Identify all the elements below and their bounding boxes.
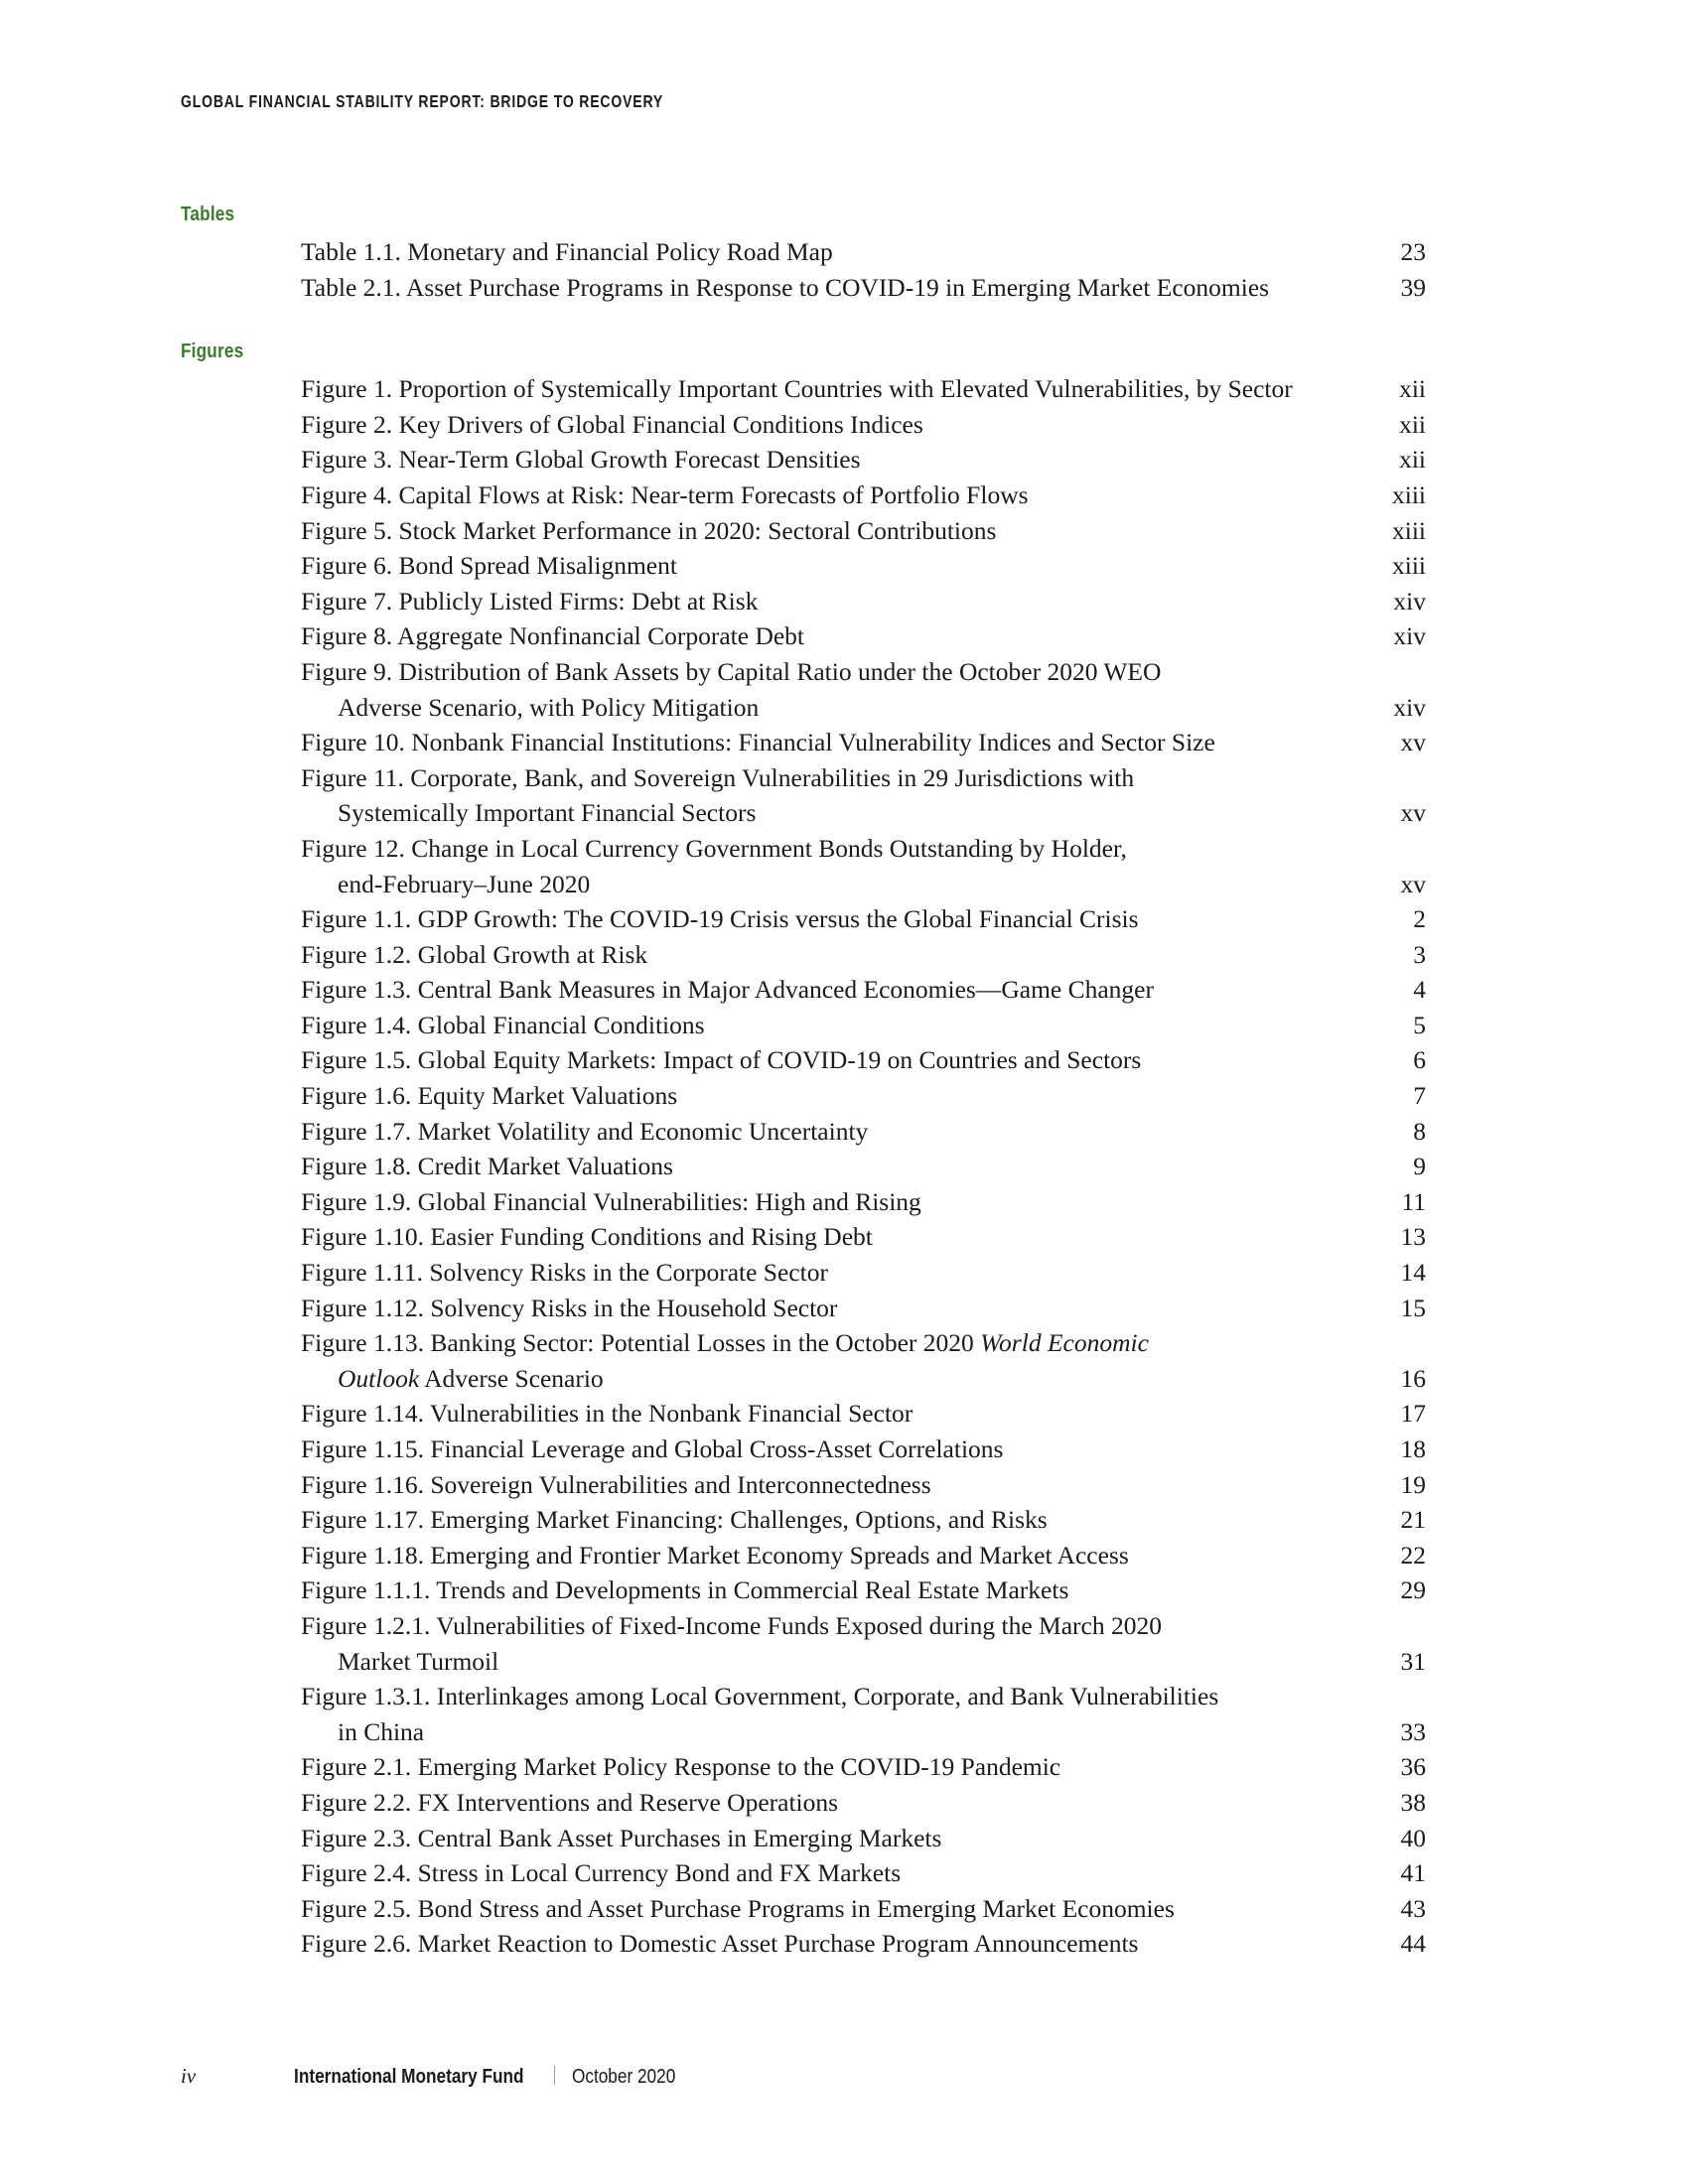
toc-entry[interactable] (301, 760, 1447, 831)
toc-page-number: 36 (1400, 1752, 1426, 1782)
toc-entry-title (301, 442, 1447, 478)
toc-entry-text: Figure 2.2. FX Interventions and Reserve Operations (301, 1787, 839, 1817)
toc-entry[interactable] (301, 1432, 1447, 1467)
toc-entry-title (301, 1219, 1447, 1255)
toc-page-number: 2 (1413, 904, 1426, 934)
toc-entry-title (301, 1538, 1447, 1573)
toc-page-number: 3 (1413, 939, 1426, 969)
toc-entry-text: Figure 2.5. Bond Stress and Asset Purchase Programs in Emerging Market Economies (301, 1893, 1175, 1923)
toc-entry-text: Figure 1.13. Banking Sector: Potential Losses in the October 2020 World Economic (301, 1328, 1149, 1358)
toc-entry[interactable] (301, 1749, 1447, 1785)
section-heading: Tables (181, 204, 235, 225)
toc-entry-text: Figure 1.1. GDP Growth: The COVID-19 Crisis versus the Global Financial Crisis (301, 904, 1139, 934)
toc-entry[interactable] (301, 1926, 1447, 1962)
toc-page-number: xii (1399, 374, 1426, 404)
toc-entry-title (301, 270, 1447, 306)
toc-page-number: 7 (1413, 1081, 1426, 1111)
toc-entry-text: Figure 1.2. Global Growth at Risk (301, 939, 648, 969)
toc-entry-text: Systemically Important Financial Sectors (338, 798, 757, 828)
toc-section (181, 204, 1447, 305)
footer-divider (554, 2066, 555, 2085)
toc-page-number: 19 (1400, 1469, 1426, 1499)
toc-entry[interactable] (301, 831, 1447, 901)
toc-entry-title (301, 654, 1447, 690)
toc-entry-title (301, 1149, 1447, 1184)
toc-entry-text: Figure 1.3.1. Interlinkages among Local Government, Corporate, and Bank Vulnerabilities (301, 1682, 1219, 1711)
toc-section (181, 341, 1447, 1962)
toc-entry-title (301, 1008, 1447, 1043)
toc-entry[interactable] (301, 1608, 1447, 1679)
toc-entry-text: Figure 8. Aggregate Nonfinancial Corporate Debt (301, 621, 805, 651)
toc-entry[interactable] (301, 1291, 1447, 1326)
toc-entry-title (301, 618, 1447, 654)
toc-entry-text: Figure 1.2.1. Vulnerabilities of Fixed-Income Funds Exposed during the March 2020 (301, 1610, 1162, 1640)
toc-entry[interactable] (301, 234, 1447, 270)
toc-entry[interactable] (301, 1325, 1447, 1396)
toc-entry-text: Figure 1.3. Central Bank Measures in Major Advanced Economies—Game Changer (301, 975, 1154, 1005)
toc-entry[interactable] (301, 901, 1447, 937)
toc-entry-text: Figure 1.15. Financial Leverage and Global Cross-Asset Correlations (301, 1434, 1004, 1463)
toc-page-number: 38 (1400, 1787, 1426, 1817)
toc-page-number: xv (1400, 798, 1426, 828)
toc-page-number: 17 (1400, 1399, 1426, 1429)
toc-page-number: 5 (1413, 1010, 1426, 1039)
toc-entry-text: Figure 4. Capital Flows at Risk: Near-term Forecasts of Portfolio Flows (301, 479, 1029, 509)
toc-entry-text: Figure 1.18. Emerging and Frontier Market Economy Spreads and Market Access (301, 1540, 1129, 1570)
toc-entry[interactable] (301, 654, 1447, 725)
toc-page-number: 29 (1400, 1575, 1426, 1605)
toc-page-number: xiv (1393, 586, 1426, 615)
toc-entry-text: Figure 2.4. Stress in Local Currency Bond and FX Markets (301, 1858, 902, 1888)
toc-page-number: 23 (1400, 237, 1426, 266)
toc-entry-title (301, 407, 1447, 443)
toc-entry[interactable] (301, 1785, 1447, 1821)
toc-entry-title (301, 972, 1447, 1008)
toc-entry[interactable] (301, 1255, 1447, 1291)
toc-entry-title-continuation (301, 1644, 1447, 1680)
toc-entry-text: Adverse Scenario, with Policy Mitigation (338, 692, 760, 722)
toc-entry-title (301, 831, 1447, 867)
toc-entry-title (301, 1855, 1447, 1891)
toc-entry-title (301, 1572, 1447, 1608)
toc-entry[interactable] (301, 407, 1447, 443)
toc-entry-title (301, 1891, 1447, 1927)
toc-page-number: 9 (1413, 1152, 1426, 1181)
toc-entry-text: Figure 12. Change in Local Currency Government Bonds Outstanding by Holder, (301, 833, 1127, 863)
toc-entry[interactable] (301, 1502, 1447, 1538)
toc-entry-text: Figure 1.8. Credit Market Valuations (301, 1152, 673, 1181)
toc-entry-text: Figure 2.1. Emerging Market Policy Response to the COVID-19 Pandemic (301, 1752, 1061, 1782)
toc-entry-text: end-February–June 2020 (338, 869, 591, 898)
toc-entry[interactable] (301, 478, 1447, 513)
toc-page-number: 31 (1400, 1646, 1426, 1676)
toc-page-number: 8 (1413, 1116, 1426, 1146)
toc-page-number: 4 (1413, 975, 1426, 1005)
toc-entry-title-continuation (301, 867, 1447, 902)
toc-entry-title (301, 1432, 1447, 1467)
toc-entry-text: Figure 1.9. Global Financial Vulnerabilities: High and Rising (301, 1186, 921, 1216)
toc-entry[interactable] (301, 1149, 1447, 1184)
running-head: GLOBAL FINANCIAL STABILITY REPORT: BRIDGE TO RECOVERY (181, 91, 664, 111)
toc-page-number: 39 (1400, 272, 1426, 302)
toc-entry[interactable] (301, 1891, 1447, 1927)
toc-entry-title (301, 937, 1447, 973)
toc-page-number: 21 (1400, 1505, 1426, 1535)
toc-entry-title (301, 1749, 1447, 1785)
toc-entry-text: Figure 1.12. Solvency Risks in the Household Sector (301, 1293, 838, 1322)
imprint-label: International Monetary Fund (294, 2065, 524, 2088)
toc-entry[interactable] (301, 1572, 1447, 1608)
toc-entry-title (301, 371, 1447, 407)
toc-entry[interactable] (301, 618, 1447, 654)
toc-entry-title-continuation (301, 1361, 1447, 1397)
toc-page-number: xv (1400, 869, 1426, 898)
toc-page-number: 18 (1400, 1434, 1426, 1463)
toc-page-number: 13 (1400, 1222, 1426, 1252)
toc-page-number: xiv (1393, 692, 1426, 722)
toc-entry[interactable] (301, 937, 1447, 973)
toc-page-number: 40 (1400, 1823, 1426, 1852)
toc-entry[interactable] (301, 725, 1447, 760)
toc-entry-text: Table 2.1. Asset Purchase Programs in Response to COVID-19 in Emerging Market Economies (301, 272, 1270, 302)
toc-entry-text: Figure 1.6. Equity Market Valuations (301, 1081, 678, 1111)
toc-entry[interactable] (301, 1219, 1447, 1255)
issue-date: October 2020 (571, 2065, 675, 2088)
toc-entry-title (301, 1679, 1447, 1714)
toc-entry-title (301, 760, 1447, 796)
toc-entry-title (301, 478, 1447, 513)
toc-entry-title (301, 1325, 1447, 1361)
toc-entry[interactable] (301, 1114, 1447, 1150)
toc-entry-title (301, 1396, 1447, 1432)
toc-entry-text: Figure 1.4. Global Financial Conditions (301, 1010, 705, 1039)
toc-entry[interactable] (301, 584, 1447, 619)
toc-entry-text: Figure 1.1.1. Trends and Developments in Commercial Real Estate Markets (301, 1575, 1069, 1605)
toc-page-number: xv (1400, 728, 1426, 757)
toc-page-number: 14 (1400, 1258, 1426, 1288)
toc-entry[interactable] (301, 1042, 1447, 1078)
toc-entry[interactable] (301, 513, 1447, 549)
toc-entry-text: Figure 1.14. Vulnerabilities in the Nonbank Financial Sector (301, 1399, 914, 1429)
toc-entry-title (301, 234, 1447, 270)
toc-entry-text: Figure 1. Proportion of Systemically Important Countries with Elevated Vulnerabilities, by Sector (301, 374, 1293, 404)
toc-entry-title-continuation (301, 1714, 1447, 1750)
toc-entry-text: Figure 7. Publicly Listed Firms: Debt at Risk (301, 586, 759, 615)
toc-entry-title (301, 1291, 1447, 1326)
toc-entry-title (301, 1114, 1447, 1150)
toc-entry-title (301, 901, 1447, 937)
toc-entry-text: Figure 2. Key Drivers of Global Financial Conditions Indices (301, 409, 923, 439)
toc-entry-text: Figure 6. Bond Spread Misalignment (301, 551, 677, 581)
toc-entry-title (301, 548, 1447, 584)
toc-entry-title (301, 1926, 1447, 1962)
toc-entry-text: in China (338, 1716, 425, 1746)
toc-entry[interactable] (301, 1821, 1447, 1856)
toc-entry[interactable] (301, 1078, 1447, 1114)
toc-entry-title (301, 1502, 1447, 1538)
toc-entry-text: Figure 9. Distribution of Bank Assets by Capital Ratio under the October 2020 WEO (301, 656, 1162, 686)
toc-entry[interactable] (301, 972, 1447, 1008)
toc-entry-text: Figure 3. Near-Term Global Growth Forecast Densities (301, 445, 861, 475)
toc-entry-title-continuation (301, 795, 1447, 831)
toc-entry-text: Market Turmoil (338, 1646, 499, 1676)
toc-entry[interactable] (301, 442, 1447, 478)
toc-entry[interactable] (301, 1855, 1447, 1891)
toc-entry-text: Figure 11. Corporate, Bank, and Sovereign Vulnerabilities in 29 Jurisdictions with (301, 762, 1135, 792)
toc-page-number: xiii (1391, 515, 1426, 545)
toc-entry[interactable] (301, 1538, 1447, 1573)
toc-entry[interactable] (301, 1008, 1447, 1043)
toc-entry-text: Outlook Adverse Scenario (338, 1363, 604, 1393)
toc-page-number: 22 (1400, 1540, 1426, 1570)
toc-list (181, 371, 1447, 1962)
toc-entry-title (301, 513, 1447, 549)
toc-entry-text: Figure 1.11. Solvency Risks in the Corporate Sector (301, 1258, 828, 1288)
toc-entry-text: Figure 5. Stock Market Performance in 2020: Sectoral Contributions (301, 515, 997, 545)
toc-page-number: xiii (1391, 479, 1426, 509)
toc-entry-text: Figure 1.5. Global Equity Markets: Impact of COVID-19 on Countries and Sectors (301, 1045, 1142, 1075)
toc-page-number: 6 (1413, 1045, 1426, 1075)
toc-entry-text: Figure 10. Nonbank Financial Institutions: Financial Vulnerability Indices and Sector Size (301, 728, 1215, 757)
toc-page-number: xii (1399, 445, 1426, 475)
toc-page-number: 15 (1400, 1293, 1426, 1322)
toc-entry-text: Figure 1.10. Easier Funding Conditions and Rising Debt (301, 1222, 873, 1252)
toc-page-number: 16 (1400, 1363, 1426, 1393)
toc-content (181, 204, 1447, 1962)
toc-entry-title (301, 1608, 1447, 1644)
toc-entry-title (301, 584, 1447, 619)
toc-entry-text: Table 1.1. Monetary and Financial Policy Road Map (301, 237, 833, 266)
toc-entry-title (301, 725, 1447, 760)
toc-page-number: 43 (1400, 1893, 1426, 1923)
toc-page-number: 11 (1401, 1186, 1426, 1216)
toc-entry[interactable] (301, 1396, 1447, 1432)
toc-entry-title (301, 1467, 1447, 1503)
page-footer (181, 2064, 685, 2089)
toc-list (181, 234, 1447, 305)
toc-entry[interactable] (301, 1184, 1447, 1220)
toc-entry-text: Figure 2.3. Central Bank Asset Purchases in Emerging Markets (301, 1823, 942, 1852)
toc-entry-text: Figure 1.16. Sovereign Vulnerabilities and Interconnectedness (301, 1469, 931, 1499)
footer-imprint-group (272, 2064, 685, 2089)
toc-entry-text: Figure 2.6. Market Reaction to Domestic Asset Purchase Program Announcements (301, 1929, 1139, 1959)
toc-entry[interactable] (301, 270, 1447, 306)
toc-entry-title (301, 1078, 1447, 1114)
toc-entry-title (301, 1042, 1447, 1078)
toc-entry[interactable] (301, 1679, 1447, 1749)
toc-page-number: 44 (1400, 1929, 1426, 1959)
toc-entry-title (301, 1785, 1447, 1821)
toc-entry[interactable] (301, 548, 1447, 584)
toc-entry-title (301, 1821, 1447, 1856)
toc-entry-title-continuation (301, 690, 1447, 726)
toc-page-number: xiii (1391, 551, 1426, 581)
toc-entry-text: Figure 1.17. Emerging Market Financing: Challenges, Options, and Risks (301, 1505, 1048, 1535)
toc-entry[interactable] (301, 371, 1447, 407)
toc-page-number: 33 (1400, 1716, 1426, 1746)
section-heading: Figures (181, 341, 244, 363)
toc-entry[interactable] (301, 1467, 1447, 1503)
toc-page-number: 41 (1400, 1858, 1426, 1888)
toc-page-number: xiv (1393, 621, 1426, 651)
toc-entry-text: Figure 1.7. Market Volatility and Economic Uncertainty (301, 1116, 869, 1146)
folio-number: iv (181, 2064, 197, 2088)
toc-entry-title (301, 1184, 1447, 1220)
toc-page-number: xii (1399, 409, 1426, 439)
toc-entry-title (301, 1255, 1447, 1291)
